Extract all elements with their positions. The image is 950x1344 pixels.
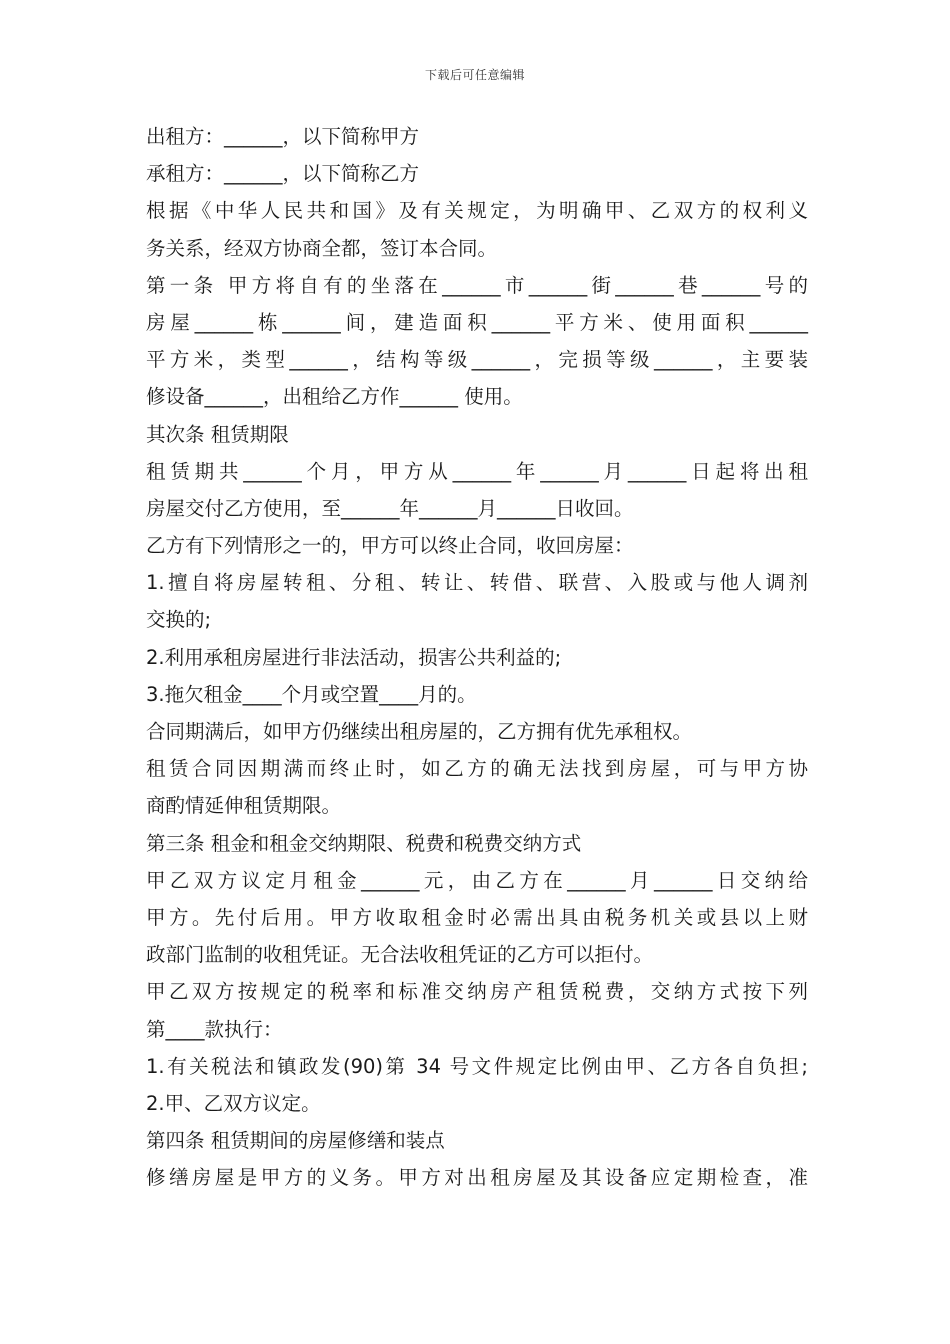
text-line: 乙方有下列情形之一的，甲方可以终止合同，收回房屋： [146,534,634,558]
text-line: 出租方：______，以下简称甲方 [146,125,420,148]
text-line: 2.甲、乙双方议定。 [146,1091,321,1115]
text-line: 商酌情延伸租赁期限。 [146,794,342,818]
text-line: 第四条 租赁期间的房屋修缮和装点 [146,1129,445,1153]
text-line: 甲乙双方议定月租金______元，由乙方在______月______日交纳给 [146,868,808,892]
text-line: 修缮房屋是甲方的义务。甲方对出租房屋及其设备应定期检查，准 [146,1166,808,1190]
text-line: 1.有关税法和镇政发(90)第 34 号文件规定比例由甲、乙方各自负担; [146,1054,808,1078]
text-line: 甲方。先付后用。甲方收取租金时必需出具由税务机关或县以上财 [146,905,808,929]
text-line: 甲乙双方按规定的税率和标准交纳房产租赁税费，交纳方式按下列 [146,980,808,1004]
text-line: 合同期满后，如甲方仍继续出租房屋的，乙方拥有优先承租权。 [146,720,693,743]
text-line: 第三条 租金和租金交纳期限、税费和税费交纳方式 [146,831,582,855]
text-line: 1.擅自将房屋转租、分租、转让、转借、联营、入股或与他人调剂 [146,571,808,595]
text-line: 房屋交付乙方使用，至______年______月______日收回。 [146,496,634,520]
text-line: 政部门监制的收租凭证。无合法收租凭证的乙方可以拒付。 [146,943,654,967]
text-line: 房屋______栋______间，建造面积______平方米、使用面积______ [146,310,808,334]
text-line: 其次条 租赁期限 [146,422,289,446]
document-body [146,118,808,1196]
text-line: 务关系，经双方协商全都，签订本合同。 [146,236,498,260]
text-line: 第____款执行： [146,1017,283,1041]
text-line: 交换的; [146,608,212,632]
text-line: 第一条 甲方将自有的坐落在______市______街______巷______号的 [146,273,808,297]
text-line: 租赁合同因期满而终止时，如乙方的确无法找到房屋，可与甲方协 [146,757,808,781]
text-line: 2.利用承租房屋进行非法活动，损害公共利益的; [146,645,562,669]
text-line: 修设备______，出租给乙方作______ 使用。 [146,385,523,409]
text-line: 根据《中华人民共和国》及有关规定，为明确甲、乙双方的权利义 [146,199,808,223]
text-line: 3.拖欠租金____个月或空置____月的。 [146,682,477,706]
text-line: 租赁期共______个月，甲方从______年______月______日起将出租 [146,459,808,483]
text-line: 平方米，类型______，结构等级______，完损等级______，主要装 [146,348,808,372]
page-header-note: 下载后可任意编辑 [424,68,525,82]
text-line: 承租方：______，以下简称乙方 [146,162,420,186]
